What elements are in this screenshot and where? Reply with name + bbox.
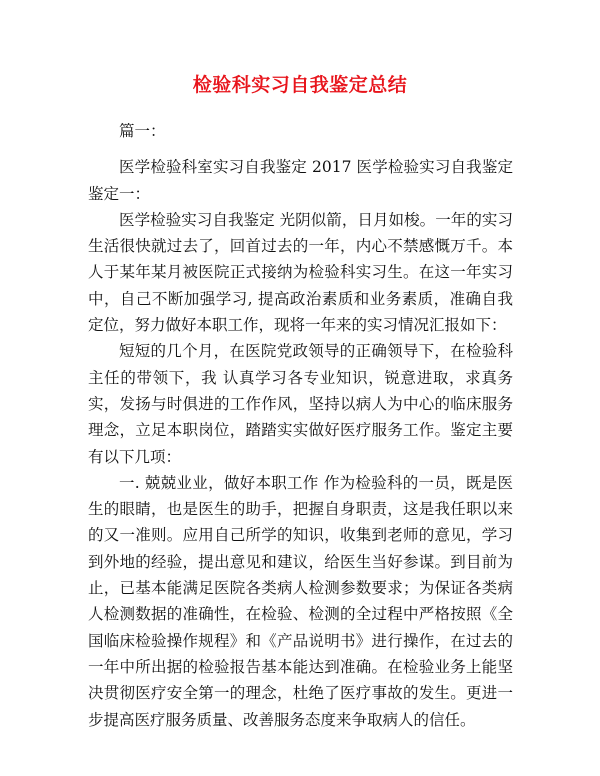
paragraph: 医学检验科室实习自我鉴定 2017 医学检验实习自我鉴定 鉴定一： xyxy=(88,158,513,203)
paragraph: 短短的几个月，在医院党政领导的正确领导下，在检验科主任的带领下，我 认真学习各专业知识，锐意进取，求真务实，发扬与时俱进的工作作风，坚持以病人为中心的临床服务理念，立足本职岗位，踏踏实实做好医疗服务工作。鉴定主要有以下几项： xyxy=(88,342,513,466)
page-title: 检验科实习自我鉴定总结 xyxy=(192,74,408,96)
paragraph: 医学检验实习自我鉴定 光阴似箭，日月如梭。一年的实习生活很快就过去了，回首过去的一年，内心不禁感慨万千。本人于某年某月被医院正式接纳为检验科实习生。在这一年实习中，自己不断加强学习, 提高政治素质和业务素质，准确自我定位，努力做好本职工作，现将一年来的实习情况汇报如下： xyxy=(88,210,513,335)
document-body xyxy=(88,118,513,733)
paragraph: 一. 兢兢业业，做好本职工作 作为检验科的一员，既是医生的眼睛，也是医生的助手，把握自身职责，这是我任职以来的又一准则。应用自己所学的知识，收集到老师的意见，学习到外地的经验，提出意见和建议，给医生当好参谋。到目前为止，已基本能满足医院各类病人检测参数要求；为保证各类病人检测数据的准确性，在检验、检测的全过程中严格按照《全国临床检验操作规程》和《产品说明书》进行操作，在过去的一年中所出据的检验报告基本能达到准确。在检验业务上能坚决贯彻医疗安全第一的理念，杜绝了医疗事故的发生。更进一步提高医疗服务质量、改善服务态度来争取病人的信任。 xyxy=(88,473,513,729)
section-heading: 篇一： xyxy=(119,122,166,140)
